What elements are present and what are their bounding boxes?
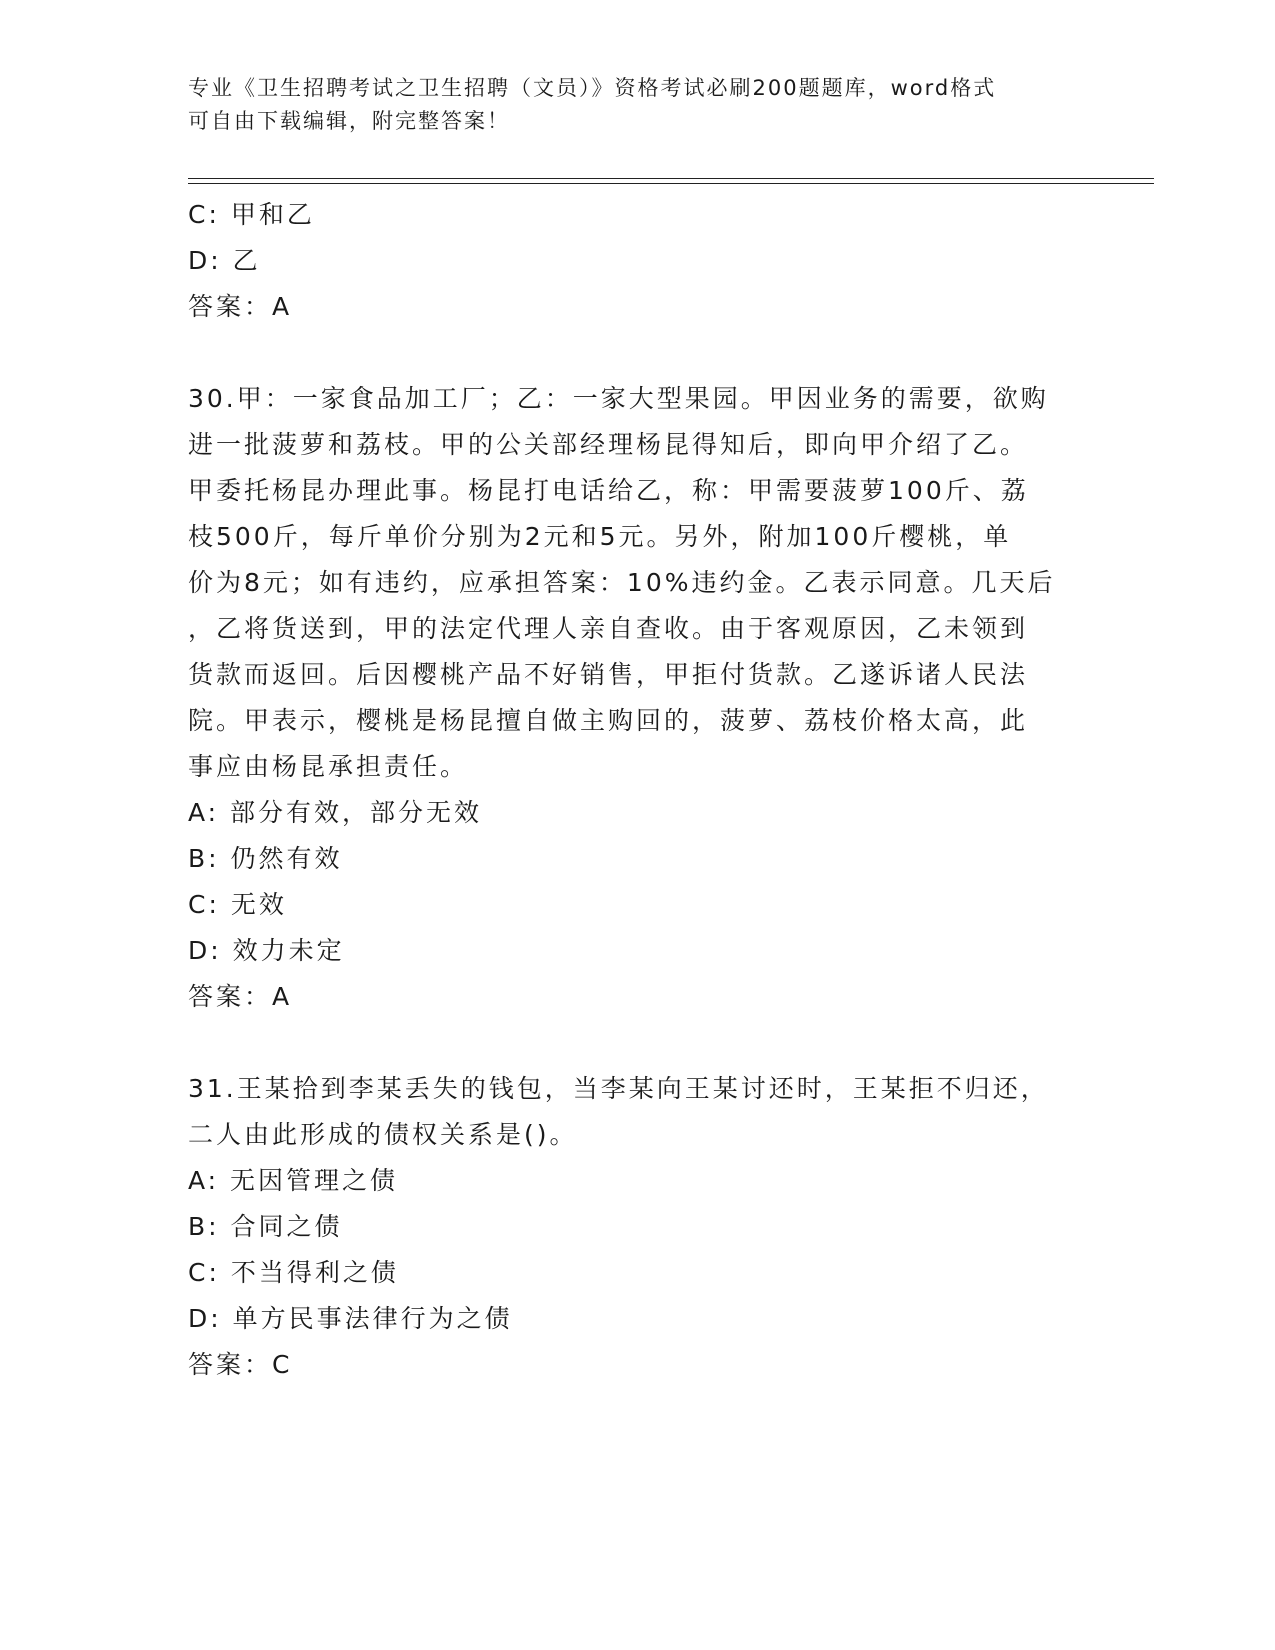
option-c: C: 无效 (188, 890, 287, 919)
answer-line: 答案：A (188, 982, 293, 1011)
question-text-line: 二人由此形成的债权关系是()。 (188, 1120, 578, 1149)
header-divider-bottom (188, 183, 1154, 184)
header-line-2: 可自由下载编辑，附完整答案！ (188, 109, 510, 133)
option-b: B: 合同之债 (188, 1212, 343, 1241)
question-29-tail (188, 192, 1088, 330)
header-divider-top (188, 178, 1154, 179)
question-text-line: 甲委托杨昆办理此事。杨昆打电话给乙，称：甲需要菠萝100斤、荔 (188, 476, 1029, 505)
spacer (188, 330, 1088, 376)
header-line-1: 专业《卫生招聘考试之卫生招聘（文员）》资格考试必刷200题题库，word格式 (188, 76, 997, 100)
spacer (188, 1020, 1088, 1066)
option-c: C: 不当得利之债 (188, 1258, 399, 1287)
question-text-line: ，乙将货送到，甲的法定代理人亲自查收。由于客观原因，乙未领到 (188, 614, 1029, 643)
question-text-line: 进一批菠萝和荔枝。甲的公关部经理杨昆得知后，即向甲介绍了乙。 (188, 430, 1029, 459)
option-d: D: 效力未定 (188, 936, 345, 965)
option-c: C: 甲和乙 (188, 200, 315, 229)
question-content (188, 192, 1088, 1388)
question-text-line: 货款而返回。后因樱桃产品不好销售，甲拒付货款。乙遂诉诸人民法 (188, 660, 1029, 689)
question-31 (188, 1066, 1088, 1388)
question-text-line: 事应由杨昆承担责任。 (188, 752, 469, 781)
option-d: D: 乙 (188, 246, 261, 275)
question-text-line: 30.甲：一家食品加工厂；乙：一家大型果园。甲因业务的需要，欲购 (188, 384, 1049, 413)
page-header (188, 72, 1068, 138)
question-text-line: 院。甲表示，樱桃是杨昆擅自做主购回的，菠萝、荔枝价格太高，此 (188, 706, 1029, 735)
option-a: A: 无因管理之债 (188, 1166, 399, 1195)
option-b: B: 仍然有效 (188, 844, 343, 873)
option-d: D: 单方民事法律行为之债 (188, 1304, 513, 1333)
question-text-line: 31.王某拾到李某丢失的钱包，当李某向王某讨还时，王某拒不归还， (188, 1074, 1049, 1103)
answer-line: 答案：A (188, 292, 293, 321)
option-a: A: 部分有效，部分无效 (188, 798, 483, 827)
question-30 (188, 376, 1088, 1020)
question-text-line: 枝500斤，每斤单价分别为2元和5元。另外，附加100斤樱桃，单 (188, 522, 1012, 551)
question-text-line: 价为8元；如有违约，应承担答案：10%违约金。乙表示同意。几天后 (188, 568, 1056, 597)
answer-line: 答案：C (188, 1350, 293, 1379)
